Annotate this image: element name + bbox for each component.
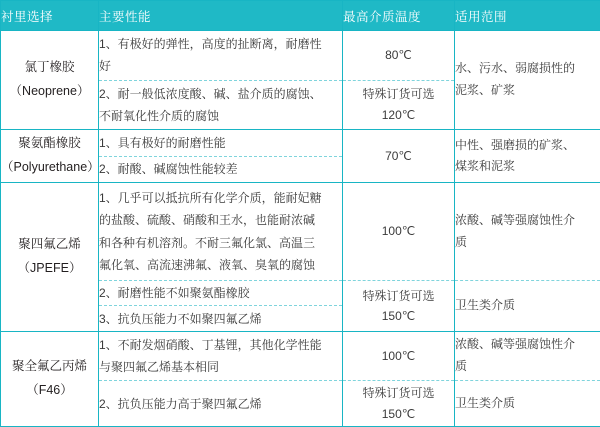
column-header-performance: 主要性能 (99, 1, 343, 31)
temperature-cell: 80℃ (343, 31, 455, 81)
table-row (1, 31, 600, 81)
feature-cell: 2、耐一般低浓度酸、碱、盐介质的腐蚀、 不耐氧化性介质的腐蚀 (99, 80, 343, 130)
temperature-cell: 特殊订货可选 150℃ (343, 281, 455, 332)
table-row (1, 130, 600, 156)
temperature-cell: 特殊订货可选 120℃ (343, 80, 455, 130)
material-name-cell: 氯丁橡胶 （Neoprene） (1, 31, 99, 130)
feature-cell: 1、不耐发烟硝酸、丁基锂，其他化学性能 与聚四氟乙烯基本相同 (99, 331, 343, 381)
feature-cell: 3、抗负压能力不如聚四氟乙烯 (99, 306, 343, 331)
table-header-row (1, 1, 600, 31)
column-header-max-temperature: 最高介质温度 (343, 1, 455, 31)
application-cell: 中性、强磨损的矿浆、 煤浆和泥浆 (455, 130, 600, 183)
feature-cell: 1、有极好的弹性，高度的扯断离，耐磨性 好 (99, 31, 343, 81)
feature-cell: 2、耐磨性能不如聚氨酯橡胶 (99, 281, 343, 306)
feature-cell: 1、具有极好的耐磨性能 (99, 130, 343, 156)
column-header-application: 适用范围 (455, 1, 600, 31)
material-name-cell: 聚四氟乙烯 （JPEFE） (1, 183, 99, 332)
column-header-lining: 衬里选择 (1, 1, 99, 31)
material-name-cell: 聚氨酯橡胶 （Polyurethane） (1, 130, 99, 183)
application-cell: 卫生类介质 (455, 281, 600, 332)
temperature-cell: 特殊订货可选 150℃ (343, 381, 455, 427)
table-row (1, 183, 600, 281)
material-name-cell: 聚全氟乙丙烯 （F46） (1, 331, 99, 426)
temperature-cell: 70℃ (343, 130, 455, 183)
table-body (1, 31, 600, 427)
temperature-cell: 100℃ (343, 331, 455, 381)
application-cell: 浓酸、碱等强腐蚀性介 质 (455, 183, 600, 281)
table-row (1, 331, 600, 381)
application-cell: 浓酸、碱等强腐蚀性介 质 (455, 331, 600, 381)
table-header (1, 1, 600, 31)
application-cell: 卫生类介质 (455, 381, 600, 427)
temperature-cell: 100℃ (343, 183, 455, 281)
feature-cell: 1、几乎可以抵抗所有化学介质，能耐妃糖 的盐酸、硫酸、硝酸和王水，也能耐浓碱 和各种有机溶剂。不耐三氟化氯、高温三 氟化氧、高流速沸氟、液氧、臭氧的腐蚀 (99, 183, 343, 281)
application-cell: 水、污水、弱腐损性的 泥浆、矿浆 (455, 31, 600, 130)
feature-cell: 2、耐酸、碱腐蚀性能较差 (99, 156, 343, 182)
feature-cell: 2、抗负压能力高于聚四氟乙烯 (99, 381, 343, 427)
